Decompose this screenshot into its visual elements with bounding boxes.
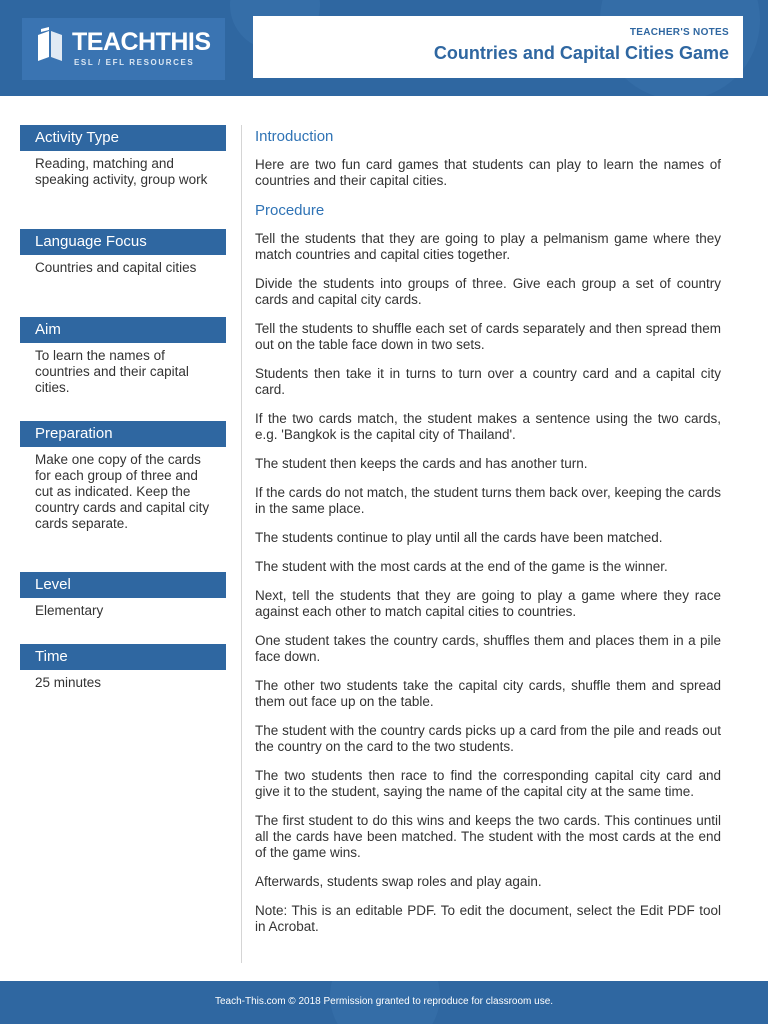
- editable-pdf-note: Note: This is an editable PDF. To edit the document, select the Edit PDF tool in Acrobat.: [255, 903, 721, 934]
- activity-type-section: [20, 125, 226, 229]
- brand-tagline: ESL / EFL RESOURCES: [74, 58, 195, 67]
- procedure-step: One student takes the country cards, shuffles them and places them in a pile face down.: [255, 633, 721, 664]
- aim-section: [20, 317, 226, 421]
- brand-name: TEACHTHIS: [72, 28, 211, 56]
- procedure-step: The student with the country cards picks up a card from the pile and reads out the country on the card to the two students.: [255, 723, 721, 754]
- procedure-step: Tell the students that they are going to play a pelmanism game where they match countries and capital cities together.: [255, 231, 721, 262]
- level-text: Elementary: [35, 603, 104, 618]
- introduction-heading: Introduction: [255, 128, 334, 145]
- footer-copyright: Teach-This.com © 2018 Permission granted to reproduce for classroom use.: [214, 996, 554, 1007]
- introduction-text: Here are two fun card games that students can play to learn the names of countries and their capital cities.: [255, 157, 721, 188]
- aim-text: To learn the names of countries and their capital cities.: [35, 348, 189, 395]
- procedure-step: The first student to do this wins and keeps the two cards. This continues until all the cards have been matched. The student with the most cards at the end of the game wins.: [255, 813, 721, 860]
- time-section: [20, 644, 226, 691]
- procedure-heading: Procedure: [255, 202, 325, 219]
- procedure-step: Next, tell the students that they are going to play a game where they race against each other to match capital cities to countries.: [255, 588, 721, 619]
- activity-type-text: Reading, matching and speaking activity, group work: [35, 156, 208, 187]
- language-focus-heading: Language Focus: [20, 229, 226, 255]
- preparation-text: Make one copy of the cards for each group of three and cut as indicated. Keep the country cards and capital city cards separate.: [35, 452, 210, 531]
- procedure-step: The students continue to play until all the cards have been matched.: [255, 530, 663, 545]
- procedure-step: Students then take it in turns to turn over a country card and a capital city card.: [255, 366, 721, 397]
- language-focus-section: [20, 229, 226, 317]
- brand-logo[interactable]: [22, 18, 225, 80]
- preparation-section: [20, 421, 226, 572]
- procedure-step: The two students then race to find the corresponding capital city card and give it to the student, saying the name of the capital city at the same time.: [255, 768, 721, 799]
- page-footer: [0, 981, 768, 1024]
- procedure-step: If the cards do not match, the student turns them back over, keeping the cards in the same place.: [255, 485, 722, 516]
- activity-type-heading: Activity Type: [20, 125, 226, 151]
- procedure-step: The student then keeps the cards and has another turn.: [255, 456, 588, 471]
- column-divider: [241, 125, 242, 963]
- page-header: [0, 0, 768, 96]
- aim-heading: Aim: [20, 317, 226, 343]
- level-section: [20, 572, 226, 644]
- preparation-heading: Preparation: [20, 421, 226, 447]
- procedure-step: The other two students take the capital city cards, shuffle them and spread them out face up on the table.: [255, 678, 721, 709]
- procedure-step: Afterwards, students swap roles and play again.: [255, 874, 542, 889]
- title-box: [253, 16, 743, 78]
- level-heading: Level: [20, 572, 226, 598]
- book-logo-icon: [35, 27, 65, 63]
- sidebar: [20, 125, 226, 691]
- procedure-step: Divide the students into groups of three. Give each group a set of country cards and capital city cards.: [255, 276, 721, 307]
- language-focus-text: Countries and capital cities: [35, 260, 197, 275]
- procedure-step: The student with the most cards at the end of the game is the winner.: [255, 559, 668, 574]
- page-title: Countries and Capital Cities Game: [433, 43, 729, 63]
- procedure-step: Tell the students to shuffle each set of cards separately and then spread them out on the table face down in two sets.: [255, 321, 721, 352]
- document-kicker: TEACHER'S NOTES: [629, 27, 729, 38]
- main-content: [255, 128, 721, 948]
- time-heading: Time: [20, 644, 226, 670]
- procedure-step: If the two cards match, the student makes a sentence using the two cards, e.g. 'Bangkok is the capital city of Thailand'.: [255, 411, 721, 442]
- time-text: 25 minutes: [35, 675, 102, 690]
